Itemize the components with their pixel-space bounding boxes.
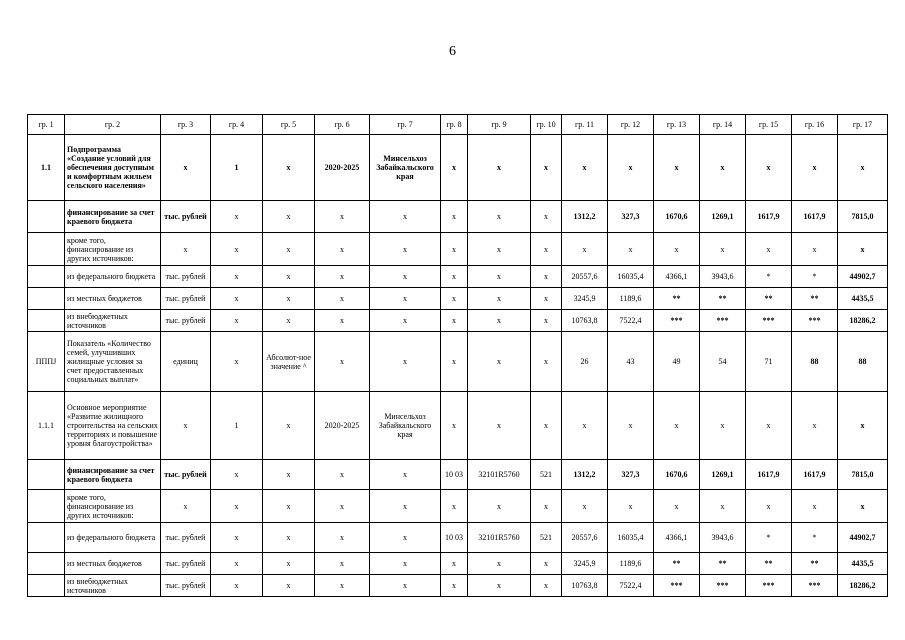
- table-cell: x: [263, 201, 315, 233]
- table-cell: [28, 310, 65, 332]
- table-cell: 20557,6: [562, 266, 608, 288]
- table-cell: x: [263, 575, 315, 597]
- header-row: [28, 115, 888, 135]
- table-cell: x: [608, 233, 654, 266]
- table-row: [28, 135, 888, 201]
- table-cell: x: [315, 288, 370, 310]
- table-cell: x: [161, 135, 211, 201]
- column-header: гр. 6: [315, 115, 370, 135]
- table-cell: x: [468, 553, 531, 575]
- table-row: [28, 266, 888, 288]
- table-cell: ***: [654, 575, 700, 597]
- table-cell: x: [211, 266, 263, 288]
- table-cell: 1.1: [28, 135, 65, 201]
- column-header: гр. 5: [263, 115, 315, 135]
- table-cell: ***: [792, 575, 838, 597]
- table-cell: 3943,6: [700, 266, 746, 288]
- table-cell: x: [608, 135, 654, 201]
- table-cell: x: [468, 288, 531, 310]
- table-cell: x: [211, 201, 263, 233]
- table-row: [28, 201, 888, 233]
- column-header: гр. 1: [28, 115, 65, 135]
- table-cell: x: [370, 553, 441, 575]
- table-cell: 2020-2025: [315, 135, 370, 201]
- table-cell: 1617,9: [746, 201, 792, 233]
- table-cell: x: [531, 201, 562, 233]
- table-cell: x: [161, 490, 211, 523]
- table-cell: **: [654, 288, 700, 310]
- column-header: гр. 17: [838, 115, 888, 135]
- table-cell: **: [746, 553, 792, 575]
- column-header: гр. 15: [746, 115, 792, 135]
- table-cell: 1617,9: [792, 460, 838, 490]
- table-cell: x: [531, 233, 562, 266]
- table-cell: 1189,6: [608, 288, 654, 310]
- table-cell: x: [263, 523, 315, 553]
- table-cell: x: [531, 575, 562, 597]
- table-cell: x: [608, 490, 654, 523]
- table-row: [28, 553, 888, 575]
- table-cell: 71: [746, 332, 792, 392]
- table-cell: x: [441, 392, 468, 460]
- page-number: 6: [449, 44, 456, 59]
- table-cell: x: [654, 135, 700, 201]
- column-header: гр. 7: [370, 115, 441, 135]
- table-cell: x: [211, 310, 263, 332]
- table-cell: x: [315, 575, 370, 597]
- table-cell: 1617,9: [746, 460, 792, 490]
- table-cell: 327,3: [608, 460, 654, 490]
- row-label-cell: из местных бюджетов: [65, 288, 161, 310]
- table-cell: x: [746, 392, 792, 460]
- table-cell: x: [263, 460, 315, 490]
- table-cell: x: [531, 553, 562, 575]
- table-cell: x: [792, 490, 838, 523]
- table-cell: x: [370, 490, 441, 523]
- table-cell: x: [792, 392, 838, 460]
- table-cell: 32101R5760: [468, 460, 531, 490]
- table-cell: x: [211, 490, 263, 523]
- table-cell: x: [370, 266, 441, 288]
- table-cell: x: [838, 392, 888, 460]
- table-cell: 4435,5: [838, 288, 888, 310]
- table-cell: x: [838, 490, 888, 523]
- table-row: [28, 523, 888, 553]
- table-row: [28, 575, 888, 597]
- table-cell: 44902,7: [838, 266, 888, 288]
- table-cell: 4366,1: [654, 266, 700, 288]
- table-cell: 4435,5: [838, 553, 888, 575]
- table-cell: тыс. рублей: [161, 575, 211, 597]
- table-cell: x: [441, 135, 468, 201]
- table-cell: x: [263, 288, 315, 310]
- table-cell: x: [468, 266, 531, 288]
- table-cell: x: [700, 135, 746, 201]
- table-cell: x: [161, 392, 211, 460]
- table-cell: x: [315, 553, 370, 575]
- table-cell: x: [315, 266, 370, 288]
- table-cell: x: [468, 233, 531, 266]
- table-cell: x: [654, 233, 700, 266]
- row-label-cell: Подпрограмма «Создание условий для обеспечения доступным и комфортным жильем сельского населения»: [65, 135, 161, 201]
- table-cell: 4366,1: [654, 523, 700, 553]
- row-label-cell: Показатель «Количество семей, улучшивших жилищные условия за счет предоставленных социальных выплат»: [65, 332, 161, 392]
- column-header: гр. 2: [65, 115, 161, 135]
- table-cell: x: [838, 233, 888, 266]
- table-cell: **: [792, 288, 838, 310]
- table-row: [28, 310, 888, 332]
- table-cell: x: [531, 288, 562, 310]
- table-cell: единиц: [161, 332, 211, 392]
- row-label-cell: из местных бюджетов: [65, 553, 161, 575]
- table-cell: x: [441, 332, 468, 392]
- table-cell: 3245,9: [562, 553, 608, 575]
- table-cell: x: [441, 553, 468, 575]
- table-cell: ***: [792, 310, 838, 332]
- table-cell: 10763,8: [562, 310, 608, 332]
- table-cell: x: [211, 233, 263, 266]
- column-header: гр. 4: [211, 115, 263, 135]
- table-row: [28, 233, 888, 266]
- table-cell: тыс. рублей: [161, 201, 211, 233]
- table-cell: [28, 201, 65, 233]
- table-cell: *: [746, 266, 792, 288]
- table-cell: x: [468, 332, 531, 392]
- table-cell: x: [370, 201, 441, 233]
- table-cell: 7522,4: [608, 310, 654, 332]
- table-cell: x: [468, 201, 531, 233]
- table-cell: x: [531, 310, 562, 332]
- column-header: гр. 9: [468, 115, 531, 135]
- table-cell: *: [792, 523, 838, 553]
- table-cell: 327,3: [608, 201, 654, 233]
- table-row: [28, 288, 888, 310]
- row-label-cell: Основное мероприятие «Развитие жилищного строительства на сельских территориях и повышение уровня благоустройства»: [65, 392, 161, 460]
- table-cell: x: [468, 575, 531, 597]
- column-header: гр. 13: [654, 115, 700, 135]
- table-cell: 10 03: [441, 460, 468, 490]
- table-cell: x: [792, 233, 838, 266]
- table-cell: x: [468, 392, 531, 460]
- table-cell: тыс. рублей: [161, 310, 211, 332]
- table-cell: 7522,4: [608, 575, 654, 597]
- table-cell: x: [531, 392, 562, 460]
- table-cell: x: [746, 135, 792, 201]
- table-cell: x: [370, 332, 441, 392]
- table-cell: 1: [211, 135, 263, 201]
- table-cell: 88: [838, 332, 888, 392]
- table-cell: x: [161, 233, 211, 266]
- table-cell: 1.1.1: [28, 392, 65, 460]
- table-cell: x: [441, 233, 468, 266]
- table-cell: x: [654, 490, 700, 523]
- table-row: [28, 490, 888, 523]
- table-cell: x: [531, 266, 562, 288]
- table-cell: x: [370, 288, 441, 310]
- table-cell: x: [211, 523, 263, 553]
- table-cell: x: [441, 201, 468, 233]
- table-cell: x: [654, 392, 700, 460]
- table-cell: [28, 523, 65, 553]
- table-cell: ***: [700, 310, 746, 332]
- table-cell: **: [654, 553, 700, 575]
- table-cell: x: [700, 392, 746, 460]
- table-cell: **: [746, 288, 792, 310]
- table-cell: [28, 460, 65, 490]
- table-cell: x: [370, 523, 441, 553]
- table-cell: x: [315, 201, 370, 233]
- table-cell: 26: [562, 332, 608, 392]
- table-cell: ***: [746, 575, 792, 597]
- table-cell: 20557,6: [562, 523, 608, 553]
- table-cell: x: [838, 135, 888, 201]
- table-cell: x: [562, 490, 608, 523]
- table-cell: x: [370, 575, 441, 597]
- row-label-cell: из федерального бюджета: [65, 266, 161, 288]
- table-row: [28, 460, 888, 490]
- column-header: гр. 11: [562, 115, 608, 135]
- table-cell: [28, 288, 65, 310]
- table-cell: 43: [608, 332, 654, 392]
- table-cell: ***: [654, 310, 700, 332]
- table-cell: тыс. рублей: [161, 523, 211, 553]
- table-cell: x: [562, 392, 608, 460]
- table-cell: 44902,7: [838, 523, 888, 553]
- table-cell: x: [468, 310, 531, 332]
- table-cell: 1: [211, 392, 263, 460]
- table-cell: x: [315, 310, 370, 332]
- table-cell: x: [468, 135, 531, 201]
- table-cell: [28, 490, 65, 523]
- table-cell: x: [315, 233, 370, 266]
- table-cell: [28, 553, 65, 575]
- table-cell: x: [315, 523, 370, 553]
- table-cell: x: [700, 490, 746, 523]
- table-cell: x: [263, 135, 315, 201]
- table-cell: 16035,4: [608, 266, 654, 288]
- table-cell: 1617,9: [792, 201, 838, 233]
- table-cell: 18286,2: [838, 575, 888, 597]
- table-cell: x: [315, 332, 370, 392]
- table-cell: 521: [531, 460, 562, 490]
- table-cell: **: [700, 288, 746, 310]
- table-cell: 3943,6: [700, 523, 746, 553]
- table-cell: 32101R5760: [468, 523, 531, 553]
- table-cell: [28, 233, 65, 266]
- table-cell: Абсолют-ное значение ^: [263, 332, 315, 392]
- table-cell: x: [792, 135, 838, 201]
- table-cell: x: [370, 233, 441, 266]
- table-cell: тыс. рублей: [161, 460, 211, 490]
- table-cell: x: [531, 332, 562, 392]
- table-cell: 1269,1: [700, 460, 746, 490]
- table-cell: [28, 266, 65, 288]
- table-cell: x: [608, 392, 654, 460]
- program-table: [27, 114, 888, 597]
- table-cell: 49: [654, 332, 700, 392]
- table-cell: тыс. рублей: [161, 288, 211, 310]
- row-label-cell: финансирование за счет краевого бюджета: [65, 460, 161, 490]
- table-cell: 10 03: [441, 523, 468, 553]
- table-cell: x: [468, 490, 531, 523]
- table-cell: x: [315, 460, 370, 490]
- table-cell: [28, 575, 65, 597]
- table-cell: 16035,4: [608, 523, 654, 553]
- table-cell: 1670,6: [654, 460, 700, 490]
- table-cell: **: [700, 553, 746, 575]
- table-cell: x: [263, 392, 315, 460]
- column-header: гр. 8: [441, 115, 468, 135]
- table-cell: Минсельхоз Забайкальского края: [370, 392, 441, 460]
- column-header: гр. 12: [608, 115, 654, 135]
- table-cell: 1312,2: [562, 201, 608, 233]
- table-cell: ПППЈ: [28, 332, 65, 392]
- table-cell: 1269,1: [700, 201, 746, 233]
- table-cell: 521: [531, 523, 562, 553]
- row-label-cell: из федерального бюджета: [65, 523, 161, 553]
- table-cell: тыс. рублей: [161, 553, 211, 575]
- table-cell: x: [370, 460, 441, 490]
- table-cell: 54: [700, 332, 746, 392]
- table-cell: 2020-2025: [315, 392, 370, 460]
- table-cell: Минсельхоз Забайкальского края: [370, 135, 441, 201]
- table-cell: x: [263, 490, 315, 523]
- table-cell: 10763,8: [562, 575, 608, 597]
- table-cell: ***: [700, 575, 746, 597]
- table-cell: x: [263, 553, 315, 575]
- table-cell: x: [315, 490, 370, 523]
- row-label-cell: финансирование за счет краевого бюджета: [65, 201, 161, 233]
- table-row: [28, 392, 888, 460]
- table-cell: x: [211, 575, 263, 597]
- table-cell: x: [700, 233, 746, 266]
- table-cell: x: [531, 490, 562, 523]
- row-label-cell: кроме того, финансирование из других источников:: [65, 233, 161, 266]
- table-cell: x: [746, 233, 792, 266]
- table-cell: 7815,0: [838, 201, 888, 233]
- table-cell: x: [211, 460, 263, 490]
- table-row: [28, 332, 888, 392]
- table-cell: 1670,6: [654, 201, 700, 233]
- row-label-cell: из внебюджетных источников: [65, 310, 161, 332]
- row-label-cell: кроме того, финансирование из других источников:: [65, 490, 161, 523]
- column-header: гр. 16: [792, 115, 838, 135]
- table-cell: x: [441, 266, 468, 288]
- table-cell: x: [441, 288, 468, 310]
- table-cell: x: [531, 135, 562, 201]
- row-label-cell: из внебюджетных источников: [65, 575, 161, 597]
- table-cell: x: [211, 332, 263, 392]
- column-header: гр. 10: [531, 115, 562, 135]
- table-cell: x: [211, 288, 263, 310]
- table-cell: *: [792, 266, 838, 288]
- table-cell: **: [792, 553, 838, 575]
- table-cell: x: [211, 553, 263, 575]
- table-cell: тыс. рублей: [161, 266, 211, 288]
- column-header: гр. 3: [161, 115, 211, 135]
- column-header: гр. 14: [700, 115, 746, 135]
- table-cell: *: [746, 523, 792, 553]
- table-cell: x: [263, 310, 315, 332]
- table-cell: x: [441, 310, 468, 332]
- table-cell: 1312,2: [562, 460, 608, 490]
- table-cell: x: [441, 490, 468, 523]
- table-cell: 18286,2: [838, 310, 888, 332]
- table-cell: x: [370, 310, 441, 332]
- table-cell: x: [562, 135, 608, 201]
- table-cell: x: [562, 233, 608, 266]
- table-cell: x: [746, 490, 792, 523]
- table-cell: x: [263, 266, 315, 288]
- table-cell: x: [263, 233, 315, 266]
- table-cell: 88: [792, 332, 838, 392]
- table-cell: ***: [746, 310, 792, 332]
- table-cell: 3245,9: [562, 288, 608, 310]
- table-cell: 1189,6: [608, 553, 654, 575]
- table-cell: 7815,0: [838, 460, 888, 490]
- table-cell: x: [441, 575, 468, 597]
